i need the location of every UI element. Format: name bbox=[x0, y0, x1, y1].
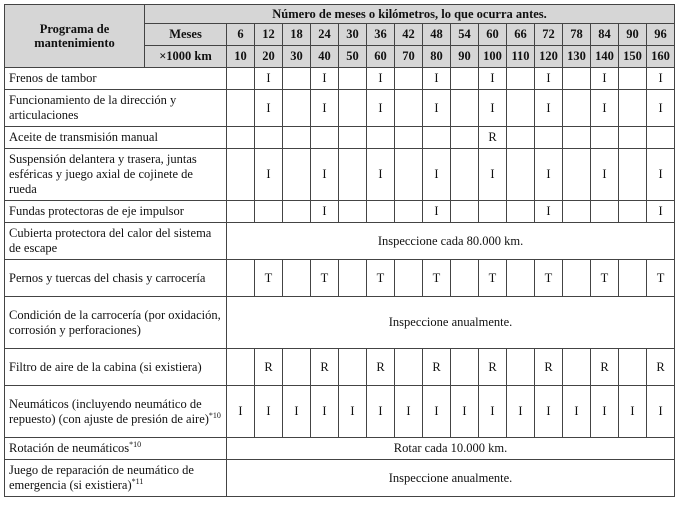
km-header: 30 bbox=[283, 46, 311, 68]
km-label: ×1000 km bbox=[145, 46, 227, 68]
service-mark: I bbox=[423, 201, 451, 223]
maintenance-item bbox=[5, 127, 227, 149]
service-mark: R bbox=[591, 349, 619, 386]
service-mark: I bbox=[367, 90, 395, 127]
service-mark: I bbox=[647, 68, 675, 90]
service-mark: I bbox=[591, 149, 619, 201]
km-header: 160 bbox=[647, 46, 675, 68]
service-mark bbox=[227, 260, 255, 297]
km-header: 90 bbox=[451, 46, 479, 68]
service-mark: R bbox=[479, 349, 507, 386]
table-row bbox=[5, 201, 675, 223]
km-header: 10 bbox=[227, 46, 255, 68]
service-mark: I bbox=[367, 68, 395, 90]
service-mark: R bbox=[311, 349, 339, 386]
month-header: 96 bbox=[647, 24, 675, 46]
service-mark: I bbox=[535, 68, 563, 90]
maintenance-item bbox=[5, 349, 227, 386]
service-mark: R bbox=[423, 349, 451, 386]
service-mark: I bbox=[311, 90, 339, 127]
month-header: 54 bbox=[451, 24, 479, 46]
maintenance-item-label: Suspensión delantera y trasera, juntas esféricas y juego axial de cojinete de rueda bbox=[9, 152, 197, 196]
table-row bbox=[5, 68, 675, 90]
service-mark: I bbox=[647, 149, 675, 201]
km-header: 50 bbox=[339, 46, 367, 68]
service-mark: T bbox=[255, 260, 283, 297]
table-row bbox=[5, 386, 675, 438]
service-mark: I bbox=[647, 386, 675, 438]
service-mark bbox=[507, 260, 535, 297]
table-row bbox=[5, 223, 675, 260]
service-mark bbox=[311, 127, 339, 149]
maintenance-item-label: Frenos de tambor bbox=[9, 71, 97, 85]
service-mark bbox=[283, 90, 311, 127]
service-mark: I bbox=[591, 90, 619, 127]
table-row bbox=[5, 297, 675, 349]
service-mark bbox=[283, 260, 311, 297]
service-mark: I bbox=[311, 149, 339, 201]
service-mark: R bbox=[367, 349, 395, 386]
service-mark bbox=[395, 201, 423, 223]
km-header: 100 bbox=[479, 46, 507, 68]
month-header: 84 bbox=[591, 24, 619, 46]
month-header: 90 bbox=[619, 24, 647, 46]
service-mark: T bbox=[311, 260, 339, 297]
km-header: 20 bbox=[255, 46, 283, 68]
service-mark: T bbox=[479, 260, 507, 297]
service-mark bbox=[395, 349, 423, 386]
service-mark bbox=[507, 68, 535, 90]
month-header: 66 bbox=[507, 24, 535, 46]
service-mark bbox=[563, 90, 591, 127]
service-mark bbox=[227, 149, 255, 201]
service-mark bbox=[423, 127, 451, 149]
km-header: 80 bbox=[423, 46, 451, 68]
month-header: 42 bbox=[395, 24, 423, 46]
service-mark: R bbox=[255, 349, 283, 386]
service-mark bbox=[591, 201, 619, 223]
maintenance-item-label: Condición de la carrocería (por oxidación, corrosión y perforaciones) bbox=[9, 307, 221, 337]
maintenance-item bbox=[5, 223, 227, 260]
service-mark bbox=[451, 201, 479, 223]
months-label: Meses bbox=[145, 24, 227, 46]
maintenance-item bbox=[5, 149, 227, 201]
service-mark bbox=[283, 68, 311, 90]
km-header: 40 bbox=[311, 46, 339, 68]
maintenance-item-label: Aceite de transmisión manual bbox=[9, 130, 158, 144]
service-mark bbox=[367, 127, 395, 149]
month-header: 48 bbox=[423, 24, 451, 46]
service-mark: I bbox=[283, 386, 311, 438]
service-mark: I bbox=[479, 149, 507, 201]
service-mark: I bbox=[535, 386, 563, 438]
service-mark bbox=[451, 349, 479, 386]
interval-note: Inspeccione anualmente. bbox=[227, 297, 675, 349]
service-mark bbox=[227, 90, 255, 127]
service-mark: I bbox=[227, 386, 255, 438]
maintenance-item bbox=[5, 201, 227, 223]
service-mark bbox=[591, 127, 619, 149]
service-mark bbox=[395, 68, 423, 90]
service-mark: I bbox=[451, 386, 479, 438]
service-mark: I bbox=[367, 386, 395, 438]
service-mark bbox=[255, 127, 283, 149]
service-mark: I bbox=[591, 386, 619, 438]
service-mark bbox=[227, 68, 255, 90]
service-mark: I bbox=[479, 90, 507, 127]
service-mark: I bbox=[423, 386, 451, 438]
month-header: 60 bbox=[479, 24, 507, 46]
service-mark: I bbox=[367, 149, 395, 201]
km-header: 60 bbox=[367, 46, 395, 68]
service-mark: I bbox=[479, 386, 507, 438]
maintenance-item-label: Cubierta protectora del calor del sistema de escape bbox=[9, 226, 212, 255]
footnote-ref: *11 bbox=[131, 476, 144, 486]
service-mark bbox=[395, 90, 423, 127]
service-mark bbox=[619, 260, 647, 297]
km-header: 130 bbox=[563, 46, 591, 68]
program-header: Programa de mantenimiento bbox=[5, 5, 145, 68]
service-mark bbox=[507, 90, 535, 127]
maintenance-item-label: Fundas protectoras de eje impulsor bbox=[9, 204, 184, 218]
table-body bbox=[5, 68, 675, 497]
table-row bbox=[5, 438, 675, 460]
maintenance-item-label: Filtro de aire de la cabina (si existiera) bbox=[9, 359, 202, 374]
month-header: 18 bbox=[283, 24, 311, 46]
service-mark bbox=[451, 260, 479, 297]
service-mark bbox=[367, 201, 395, 223]
service-mark: I bbox=[311, 201, 339, 223]
service-mark: I bbox=[395, 386, 423, 438]
service-mark bbox=[283, 349, 311, 386]
service-mark bbox=[563, 149, 591, 201]
service-mark bbox=[227, 201, 255, 223]
interval-note: Inspeccione cada 80.000 km. bbox=[227, 223, 675, 260]
service-mark bbox=[479, 201, 507, 223]
maintenance-item bbox=[5, 297, 227, 349]
service-mark: I bbox=[423, 149, 451, 201]
service-mark: I bbox=[535, 90, 563, 127]
table-row bbox=[5, 260, 675, 297]
maintenance-table-container bbox=[4, 4, 675, 497]
service-mark bbox=[339, 127, 367, 149]
service-mark bbox=[507, 201, 535, 223]
service-mark bbox=[619, 127, 647, 149]
service-mark bbox=[451, 149, 479, 201]
service-mark: I bbox=[479, 68, 507, 90]
maintenance-item bbox=[5, 68, 227, 90]
month-header: 6 bbox=[227, 24, 255, 46]
service-mark bbox=[451, 127, 479, 149]
service-mark bbox=[563, 201, 591, 223]
month-header: 36 bbox=[367, 24, 395, 46]
service-mark bbox=[619, 68, 647, 90]
month-header: 30 bbox=[339, 24, 367, 46]
service-mark: I bbox=[647, 201, 675, 223]
maintenance-item bbox=[5, 90, 227, 127]
km-header: 150 bbox=[619, 46, 647, 68]
maintenance-item-label: Funcionamiento de la dirección y articulaciones bbox=[9, 93, 177, 122]
service-mark: R bbox=[647, 349, 675, 386]
service-mark: R bbox=[479, 127, 507, 149]
service-mark: I bbox=[535, 201, 563, 223]
service-mark bbox=[563, 349, 591, 386]
month-header: 12 bbox=[255, 24, 283, 46]
maintenance-item-label: Pernos y tuercas del chasis y carrocería bbox=[9, 270, 206, 285]
maintenance-item-label: Rotación de neumáticos bbox=[9, 441, 130, 455]
service-mark: T bbox=[647, 260, 675, 297]
service-mark bbox=[339, 349, 367, 386]
table-row bbox=[5, 127, 675, 149]
month-header: 24 bbox=[311, 24, 339, 46]
service-mark bbox=[395, 260, 423, 297]
service-mark: I bbox=[255, 68, 283, 90]
service-mark bbox=[507, 127, 535, 149]
service-mark bbox=[535, 127, 563, 149]
table-header bbox=[5, 5, 675, 68]
km-header: 120 bbox=[535, 46, 563, 68]
service-mark: I bbox=[311, 68, 339, 90]
service-mark: I bbox=[339, 386, 367, 438]
table-row bbox=[5, 349, 675, 386]
service-mark: I bbox=[591, 68, 619, 90]
maintenance-schedule-table bbox=[4, 4, 675, 497]
service-mark bbox=[283, 149, 311, 201]
service-mark: R bbox=[535, 349, 563, 386]
maintenance-item bbox=[5, 438, 227, 460]
service-mark: I bbox=[563, 386, 591, 438]
service-mark bbox=[227, 127, 255, 149]
footnote-ref: *10 bbox=[129, 439, 142, 449]
service-mark: T bbox=[367, 260, 395, 297]
service-mark bbox=[339, 260, 367, 297]
service-mark bbox=[339, 149, 367, 201]
service-mark bbox=[395, 149, 423, 201]
service-mark bbox=[339, 90, 367, 127]
month-header: 72 bbox=[535, 24, 563, 46]
interval-note: Rotar cada 10.000 km. bbox=[227, 438, 675, 460]
km-header: 140 bbox=[591, 46, 619, 68]
service-mark bbox=[563, 127, 591, 149]
service-mark bbox=[507, 149, 535, 201]
service-mark: I bbox=[255, 149, 283, 201]
table-row bbox=[5, 90, 675, 127]
service-mark bbox=[507, 349, 535, 386]
interval-note: Inspeccione anualmente. bbox=[227, 460, 675, 497]
service-mark: I bbox=[507, 386, 535, 438]
service-mark bbox=[619, 349, 647, 386]
table-row bbox=[5, 149, 675, 201]
service-mark: T bbox=[535, 260, 563, 297]
service-mark: T bbox=[591, 260, 619, 297]
interval-header: Número de meses o kilómetros, lo que ocurra antes. bbox=[145, 5, 675, 24]
service-mark bbox=[563, 260, 591, 297]
service-mark: I bbox=[619, 386, 647, 438]
service-mark bbox=[395, 127, 423, 149]
service-mark bbox=[283, 201, 311, 223]
maintenance-item-label: Neumáticos (incluyendo neumático de repuesto) (con ajuste de presión de aire) bbox=[9, 396, 209, 426]
month-header: 78 bbox=[563, 24, 591, 46]
service-mark bbox=[563, 68, 591, 90]
service-mark bbox=[283, 127, 311, 149]
service-mark bbox=[451, 90, 479, 127]
service-mark: I bbox=[423, 68, 451, 90]
service-mark bbox=[339, 201, 367, 223]
table-row bbox=[5, 460, 675, 497]
km-header: 70 bbox=[395, 46, 423, 68]
service-mark: T bbox=[423, 260, 451, 297]
km-header: 110 bbox=[507, 46, 535, 68]
service-mark bbox=[619, 149, 647, 201]
maintenance-item-label: Juego de reparación de neumático de emergencia (si existiera) bbox=[9, 463, 194, 492]
service-mark: I bbox=[255, 90, 283, 127]
service-mark bbox=[451, 68, 479, 90]
service-mark bbox=[339, 68, 367, 90]
service-mark bbox=[619, 201, 647, 223]
service-mark bbox=[619, 90, 647, 127]
footnote-ref: *10 bbox=[208, 410, 221, 420]
service-mark: I bbox=[255, 386, 283, 438]
service-mark bbox=[227, 349, 255, 386]
maintenance-item bbox=[5, 386, 227, 438]
service-mark: I bbox=[311, 386, 339, 438]
maintenance-item bbox=[5, 260, 227, 297]
maintenance-item bbox=[5, 460, 227, 497]
service-mark: I bbox=[647, 90, 675, 127]
service-mark bbox=[255, 201, 283, 223]
service-mark bbox=[647, 127, 675, 149]
service-mark: I bbox=[423, 90, 451, 127]
service-mark: I bbox=[535, 149, 563, 201]
